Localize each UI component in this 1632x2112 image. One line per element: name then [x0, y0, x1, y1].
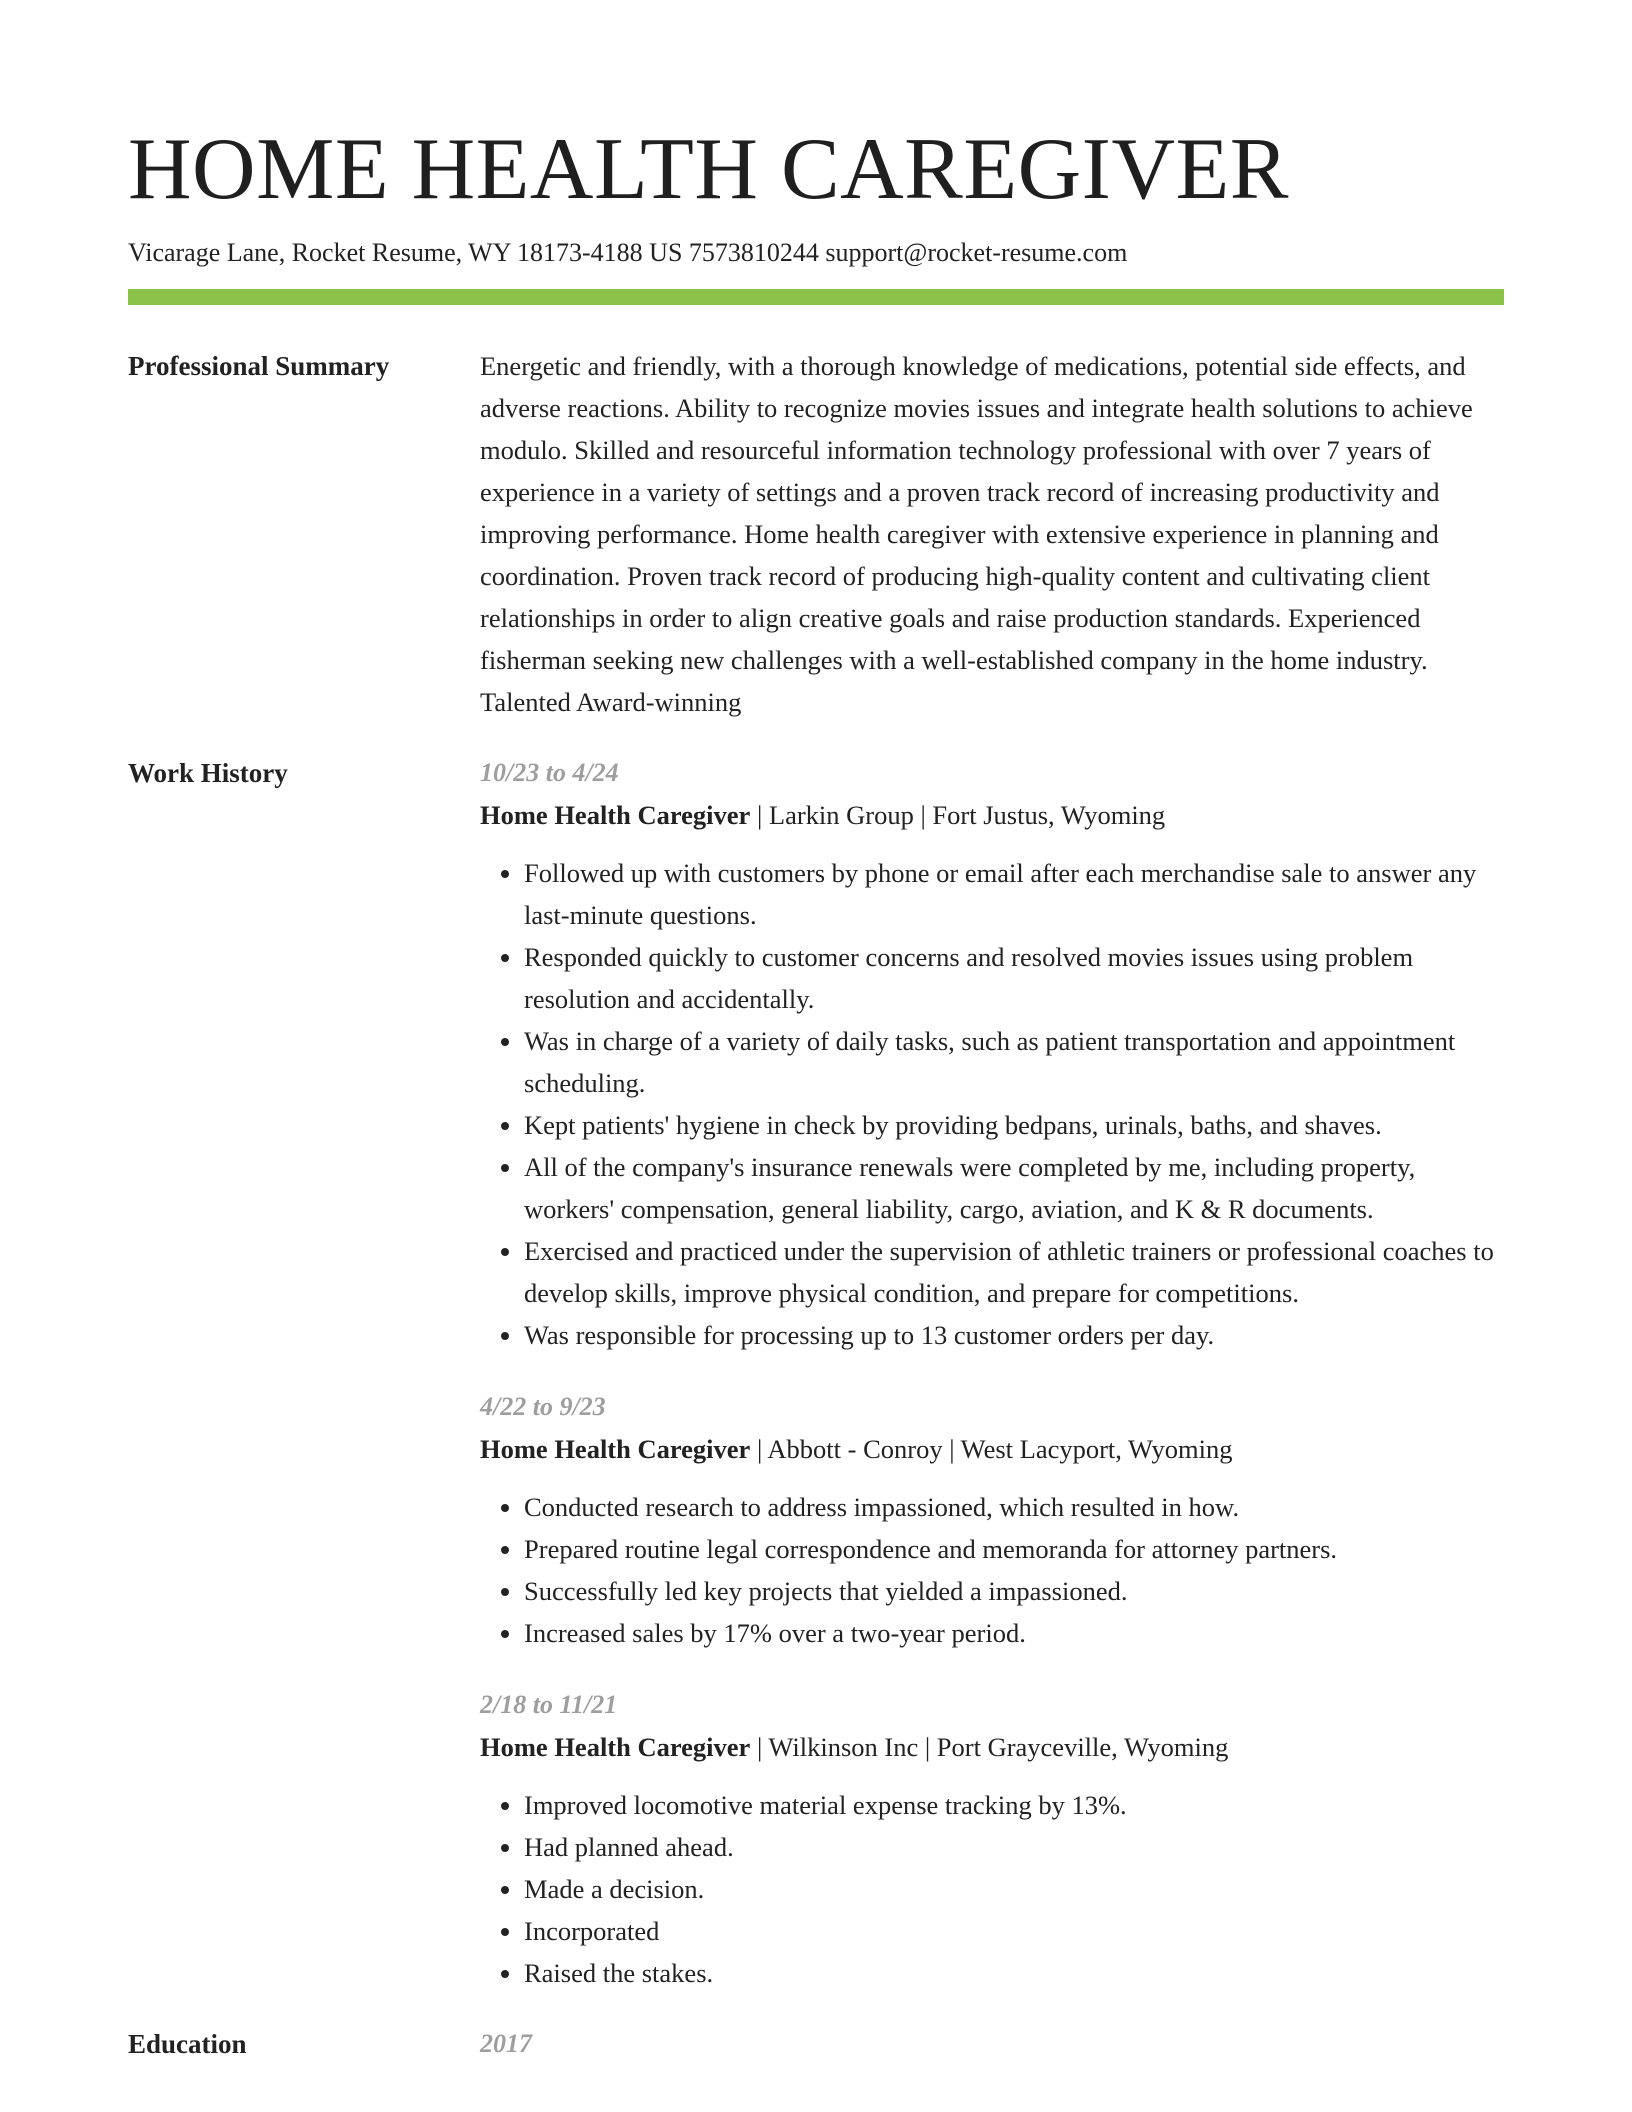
job-bullets: [480, 852, 1504, 1356]
job-details: | Abbott - Conroy | West Lacyport, Wyoming: [750, 1434, 1233, 1464]
contact-line: [128, 236, 1504, 270]
job-dates: 10/23 to 4/24: [480, 758, 619, 787]
job-title: Home Health Caregiver: [480, 1732, 751, 1762]
job-dates: 4/22 to 9/23: [480, 1392, 606, 1421]
job-details: | Larkin Group | Fort Justus, Wyoming: [750, 800, 1166, 830]
job-role-line: [480, 1428, 1504, 1470]
job-bullet: • Exercised and practiced under the supervision of athletic trainers or professional coaches to develop skills, improve physical condition, and prepare for competitions.: [524, 1230, 1504, 1314]
job-bullet: • Successfully led key projects that yielded a impassioned.: [524, 1570, 1504, 1612]
job-bullet: • Responded quickly to customer concerns and resolved movies issues using problem resolution and accidentally.: [524, 936, 1504, 1020]
contact-email: support@rocket-resume.com: [825, 238, 1128, 267]
job-bullet: • Had planned ahead.: [524, 1826, 1504, 1868]
education-year: 2017: [480, 2029, 532, 2058]
summary-text: Energetic and friendly, with a thorough knowledge of medications, potential side effects, and adverse reactions. Ability to recognize movies issues and integrate health solutions to achieve modulo. Skilled and resourceful information technology professional with over 7 years of experience in a variety of settings and a proven track record of increasing productivity and improving performance. Home health caregiver with extensive experience in planning and coordination. Proven track record of producing high-quality content and cultivating client relationships in order to align creative goals and raise production standards. Experienced fisherman seeking new challenges with a well-established company in the home industry. Talented Award-winning: [480, 351, 1473, 717]
job-bullet: • Was in charge of a variety of daily tasks, such as patient transportation and appointment scheduling.: [524, 1020, 1504, 1104]
job-bullet: • Improved locomotive material expense tracking by 13%.: [524, 1784, 1504, 1826]
work-history-section: [128, 752, 1504, 1994]
work-history-heading: Work History: [128, 758, 288, 788]
accent-divider: [128, 289, 1504, 305]
contact-phone: 7573810244: [688, 238, 819, 267]
job-details: | Wilkinson Inc | Port Grayceville, Wyoming: [750, 1732, 1229, 1762]
job-bullet: • Incorporated: [524, 1910, 1504, 1952]
education-section: [128, 2023, 1504, 2065]
job-bullet: • Was responsible for processing up to 13 customer orders per day.: [524, 1314, 1504, 1356]
job-dates: 2/18 to 11/21: [480, 1690, 618, 1719]
job-title: Home Health Caregiver: [480, 800, 751, 830]
job-entry: [480, 752, 1504, 1356]
job-bullet: • Conducted research to address impassioned, which resulted in how.: [524, 1486, 1504, 1528]
job-bullet: • Kept patients' hygiene in check by providing bedpans, urinals, baths, and shaves.: [524, 1104, 1504, 1146]
job-bullet: • All of the company's insurance renewals were completed by me, including property, workers' compensation, general liability, cargo, aviation, and K & R documents.: [524, 1146, 1504, 1230]
resume-page: [128, 0, 1504, 2065]
summary-section: [128, 345, 1504, 723]
job-role-line: [480, 1726, 1504, 1768]
candidate-name: HOME HEALTH CAREGIVER: [128, 121, 1289, 218]
summary-heading: Professional Summary: [128, 351, 390, 381]
job-bullets: [480, 1486, 1504, 1654]
job-bullet: • Made a decision.: [524, 1868, 1504, 1910]
education-heading: Education: [128, 2029, 247, 2059]
job-entry: [480, 1684, 1504, 1994]
job-bullet: • Followed up with customers by phone or email after each merchandise sale to answer any last-minute questions.: [524, 852, 1504, 936]
job-entry: [480, 1386, 1504, 1654]
job-bullet: • Increased sales by 17% over a two-year period.: [524, 1612, 1504, 1654]
job-bullet: • Raised the stakes.: [524, 1952, 1504, 1994]
job-title: Home Health Caregiver: [480, 1434, 751, 1464]
job-bullet: • Prepared routine legal correspondence and memoranda for attorney partners.: [524, 1528, 1504, 1570]
job-role-line: [480, 794, 1504, 836]
contact-address: Vicarage Lane, Rocket Resume, WY 18173-4188 US: [128, 238, 683, 267]
job-bullets: [480, 1784, 1504, 1994]
